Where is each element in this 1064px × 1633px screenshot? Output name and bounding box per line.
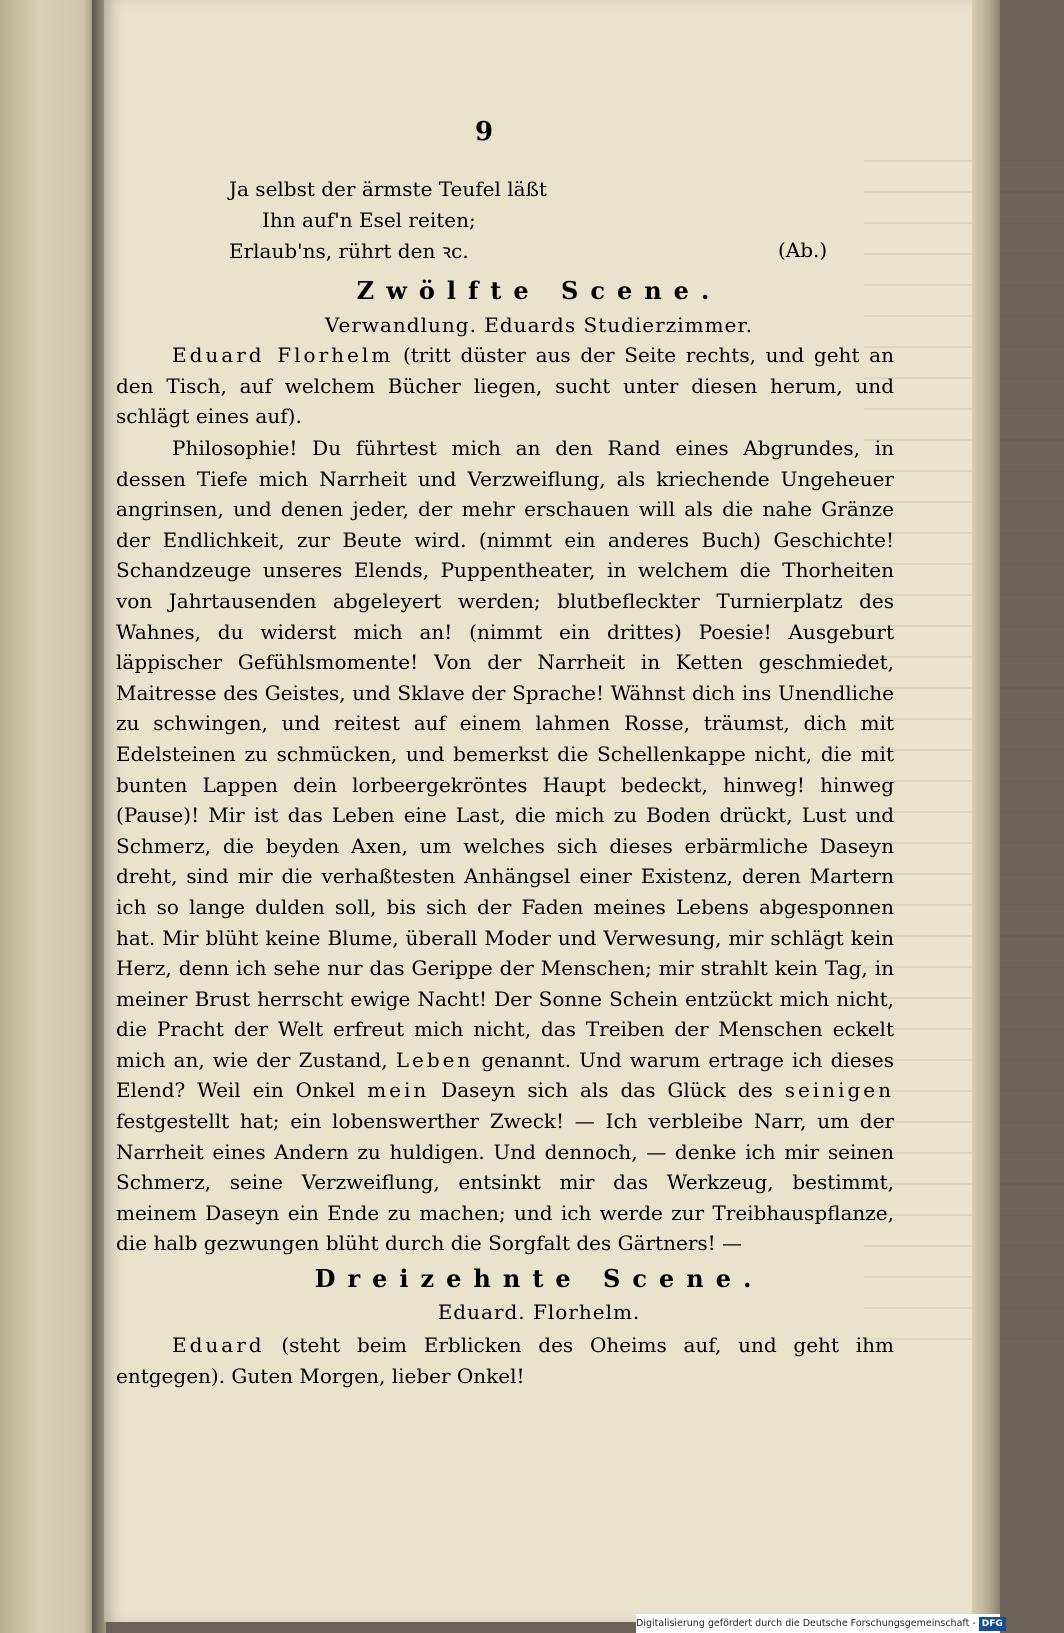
digitization-credit: [636, 1614, 1003, 1633]
verse-line-3: Erlaub'ns, rührt den ꝛc.: [229, 239, 469, 263]
monologue-text: Daseyn sich als das Glück des: [429, 1078, 785, 1103]
emphasized-word: Leben: [395, 1047, 474, 1072]
scene-13-title: Dreizehnte Scene.: [314, 1264, 764, 1293]
speaker-name: Eduard Florhelm: [172, 343, 394, 367]
scene-13-subtitle: Eduard. Florhelm.: [437, 1300, 641, 1324]
stage-direction-text: (steht beim Erblicken des Oheims auf, und geht ihm entgegen). Guten Morgen, lieber Onkel!: [116, 1333, 894, 1388]
facing-page-edge: [0, 0, 98, 1633]
monologue-text: festgestellt hat; ein lobenswerther Zweck! — Ich verbleibe Narr, um der Narrheit eines Andern zu huldigen. Und dennoch, — denke ich mir seinen Schmerz, seine Verzweiflung, entsinkt mir das Werkzeug, bestimmt, meinem Daseyn ein Ende zu machen; und ich werde zur Treibhauspflanze, die halb gezwungen blüht durch die Sorgfalt des Gärtners! —: [116, 1109, 894, 1256]
speaker-name: Eduard: [172, 1333, 265, 1357]
scene-12-subtitle: Verwandlung. Eduards Studierzimmer.: [324, 313, 754, 337]
credit-text: Digitalisierung gefördert durch die Deutsche Forschungsgemeinschaft -: [636, 1618, 976, 1629]
dfg-logo: DFG: [979, 1617, 1006, 1631]
page-edge: [972, 0, 1000, 1633]
exit-stage-direction: (Ab.): [778, 238, 828, 262]
scene-13-stage-direction: [116, 1330, 894, 1391]
verse-line-2: Ihn auf'n Esel reiten;: [262, 208, 476, 232]
verse-line-1: Ja selbst der ärmste Teufel läßt: [229, 177, 547, 201]
scene-12-title: Zwölfte Scene.: [356, 276, 722, 305]
emphasized-word: mein: [367, 1078, 430, 1103]
monologue-text: genannt. Und warum ertrage ich dieses Elend? Weil ein Onkel: [116, 1047, 894, 1103]
scene-12-stage-direction: [116, 340, 894, 432]
show-through-text: [864, 160, 1064, 1360]
monologue-text: Philosophie! Du führtest mich an den Rand eines Abgrundes, in dessen Tiefe mich Narrheit und Verzweiflung, als kriechende Ungeheuer angrinsen, und denen jeder, der mehr erschauen will als die nahe Gränze der Endlichkeit, zur Beute wird. (nimmt ein anderes Buch) Geschichte! Schandzeuge unseres Elends, Puppentheater, in welchem die Thorheiten von Jahrtausenden abgeleyert werden; blutbefleckter Turnierplatz des Wahnes, du widerst mich an! (nimmt ein drittes) Poesie! Ausgeburt läppischer Gefühlsmomente! Von der Narrheit in Ketten geschmiedet, Maitresse des Geistes, und Sklave der Sprache! Wähnst dich ins Unendliche zu schwingen, und reitest auf einem lahmen Rosse, träumst, dich mit Edelsteinen zu schmücken, und bemerkst die Schellenkappe nicht, die mit bunten Lappen dein lorbeergekröntes Haupt bedeckt, hinweg! hinweg (Pause)! Mir ist das Leben eine Last, die mich zu Boden drückt, Lust und Schmerz, die beyden Axen, um welches sich dieses erbärmliche Daseyn dreht, sind mir die verhaßtesten Anhängsel einer Existenz, deren Martern ich so lange dulden soll, bis sich der Faden meines Lebens abgesponnen hat. Mir blüht keine Blume, überall Moder und Verwesung, mir schlägt kein Herz, denn ich sehe nur das Gerippe der Menschen; mir strahlt kein Tag, in meiner Brust herrscht ewige Nacht! Der Sonne Schein entzückt mich nicht, die Pracht der Welt erfreut mich nicht, das Treiben der Menschen eckelt mich an, wie der Zustand,: [116, 436, 894, 1072]
stage-direction-text: (tritt düster aus der Seite rechts, und geht an den Tisch, auf welchem Bücher liegen, sucht unter diesen herum, und schlägt eines auf).: [116, 343, 894, 429]
emphasized-word: seinigen: [784, 1078, 894, 1103]
monologue-paragraph: [116, 433, 894, 1259]
page-number: 9: [474, 117, 494, 147]
